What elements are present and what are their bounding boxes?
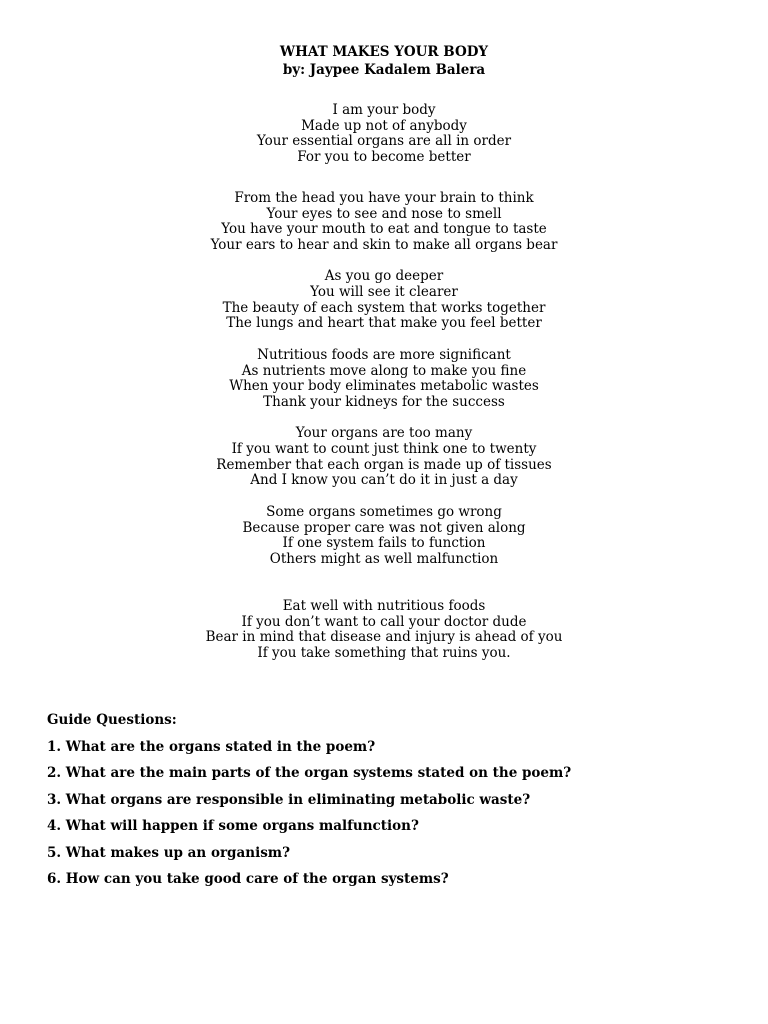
poem-line: Bear in mind that disease and injury is ahead of you xyxy=(205,629,563,646)
poem-line: From the head you have your brain to think xyxy=(234,189,534,206)
poem-line: As nutrients move along to make you fine xyxy=(241,362,527,379)
title-block xyxy=(0,43,768,79)
poem-line: If you don’t want to call your doctor dude xyxy=(241,613,527,630)
stanza-3 xyxy=(0,269,768,332)
guide-question: 3. What organs are responsible in eliminating metabolic waste? xyxy=(47,791,531,808)
poem-line: Thank your kidneys for the success xyxy=(263,393,505,410)
guide-question: 5. What makes up an organism? xyxy=(47,844,290,861)
document-title: WHAT MAKES YOUR BODY xyxy=(279,44,489,60)
poem-line: The lungs and heart that make you feel better xyxy=(226,315,542,332)
stanza-2 xyxy=(0,191,768,254)
poem-line: If one system fails to function xyxy=(282,535,486,552)
poem-line: Your ears to hear and skin to make all organs bear xyxy=(210,236,558,253)
guide-question: 2. What are the main parts of the organ systems stated on the poem? xyxy=(47,765,572,782)
poem-line: Eat well with nutritious foods xyxy=(282,598,486,615)
guide-questions-heading: Guide Questions: xyxy=(47,712,177,728)
stanza-1 xyxy=(0,103,768,166)
poem-line: Remember that each organ is made up of tissues xyxy=(216,456,552,473)
poem-line: For you to become better xyxy=(297,149,471,166)
poem-line: I am your body xyxy=(332,102,436,118)
author-line: by: Jaypee Kadalem Balera xyxy=(282,62,486,78)
stanza-5 xyxy=(0,426,768,489)
poem-line: And I know you can’t do it in just a day xyxy=(250,472,518,489)
poem-line: Some organs sometimes go wrong xyxy=(266,503,502,520)
poem-line: Your eyes to see and nose to smell xyxy=(266,205,502,222)
poem-line: Because proper care was not given along xyxy=(242,519,526,536)
poem-line: If you want to count just think one to twenty xyxy=(231,441,537,458)
poem-line: Nutritious foods are more significant xyxy=(257,346,511,363)
guide-question: 1. What are the organs stated in the poem? xyxy=(47,738,376,755)
poem-line: As you go deeper xyxy=(324,268,444,285)
poem-line: If you take something that ruins you. xyxy=(257,645,511,662)
stanza-4 xyxy=(0,348,768,411)
guide-question: 6. How can you take good care of the organ systems? xyxy=(47,871,449,888)
poem-line: When your body eliminates metabolic wastes xyxy=(229,378,539,395)
stanza-7 xyxy=(0,599,768,662)
poem-line: Made up not of anybody xyxy=(301,117,467,134)
guide-question: 4. What will happen if some organs malfunction? xyxy=(47,818,419,835)
poem-line: The beauty of each system that works together xyxy=(222,299,546,316)
guide-questions xyxy=(47,711,727,897)
poem-line: Your organs are too many xyxy=(295,425,473,442)
poem-line: You will see it clearer xyxy=(310,284,458,301)
poem xyxy=(0,103,768,678)
poem-line: Your essential organs are all in order xyxy=(256,133,512,150)
poem-line: You have your mouth to eat and tongue to taste xyxy=(221,221,547,238)
poem-line: Others might as well malfunction xyxy=(269,550,499,567)
stanza-6 xyxy=(0,505,768,568)
